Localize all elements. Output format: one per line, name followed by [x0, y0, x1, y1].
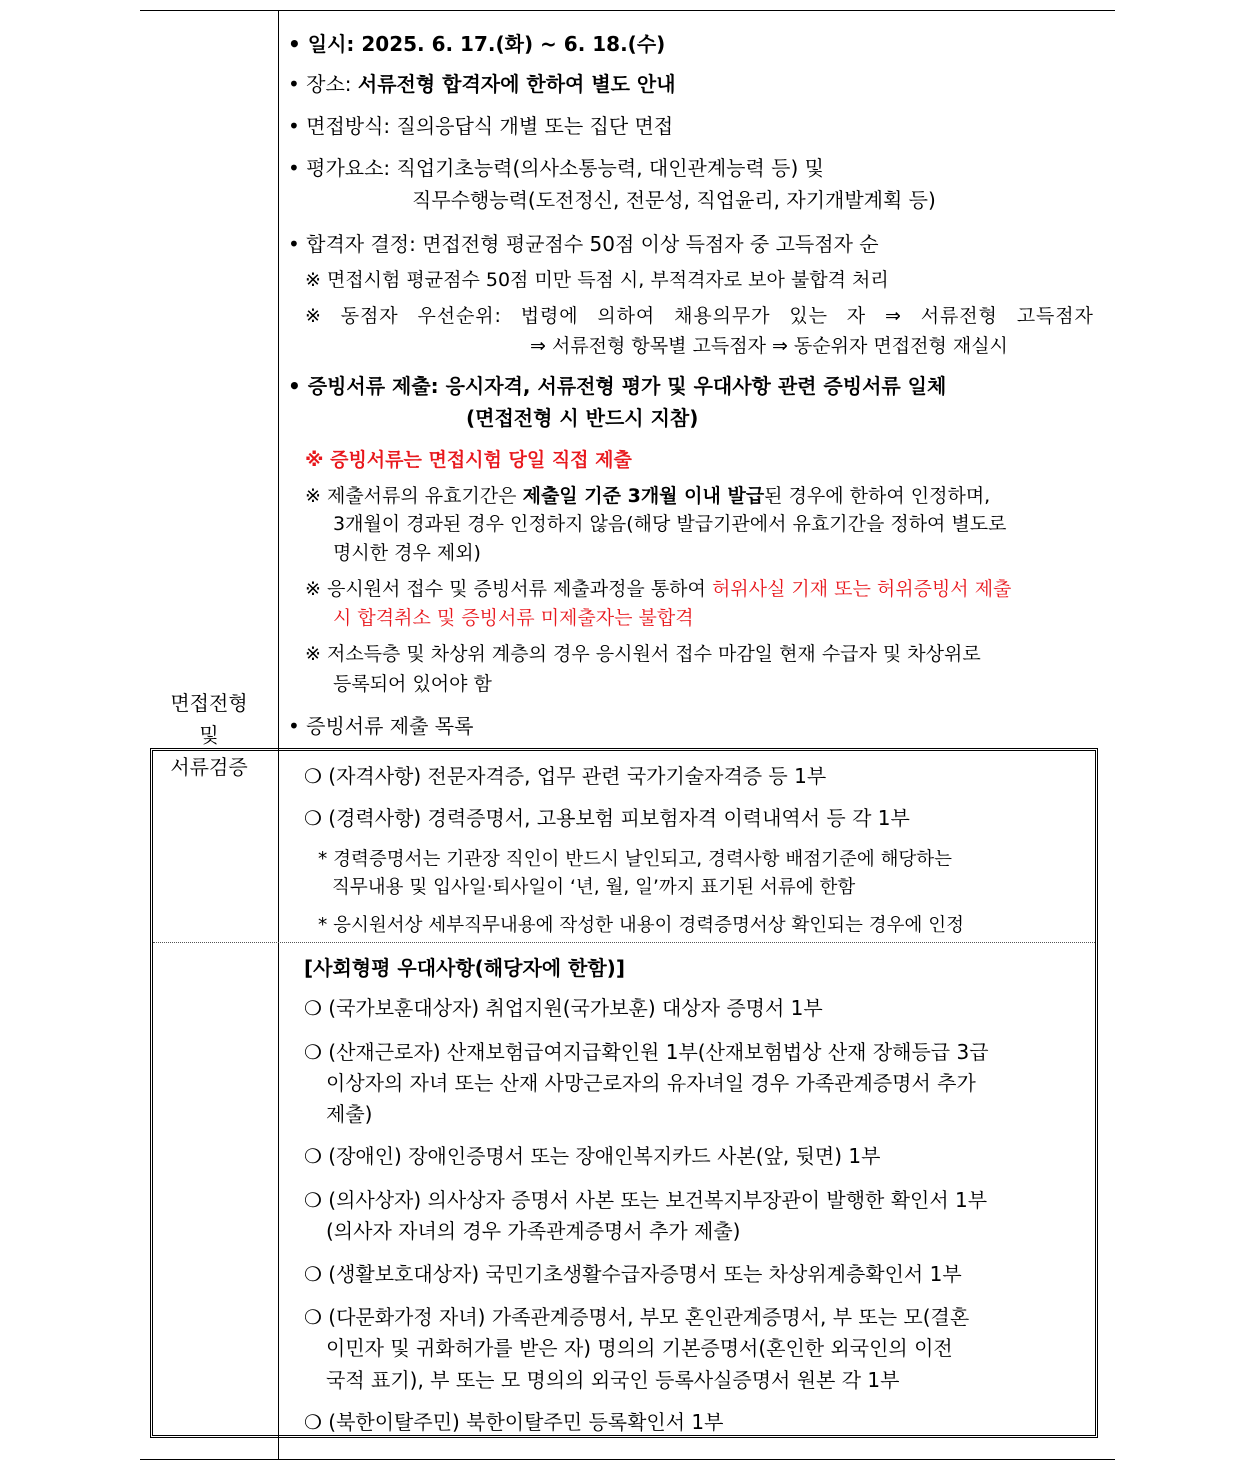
docs-industrial-line2: 이상자의 자녀 또는 산재 사망근로자의 유자녀일 경우 가족관계증명서 추가 [326, 1071, 976, 1095]
docs-false-line2: 시 합격취소 및 증빙서류 미제출자는 불합격 [333, 607, 694, 629]
docs-low-income-note: ※ 저소득층 및 차상위 계층의 경우 응시원서 접수 마감일 현재 수급자 및 차상위로 [305, 643, 981, 665]
place-item: • 장소: 서류전형 합격자에 한하여 별도 안내 [288, 72, 676, 96]
docs-multicultural-line2: 이민자 및 귀화허가를 받은 자) 명의의 기본증명서(혼인한 외국인의 이전 [326, 1336, 953, 1360]
preference-title: [사회형평 우대사항(해당자에 한함)] [304, 956, 625, 980]
docs-submission-line2: (면접전형 시 반드시 지참) [466, 406, 699, 430]
docs-validity-line2: 3개월이 경과된 경우 인정하지 않음(해당 발급기관에서 유효기간을 정하여 별도로 [333, 513, 1007, 535]
docs-veteran: ❍ (국가보훈대상자) 취업지원(국가보훈) 대상자 증명서 1부 [304, 996, 823, 1020]
docs-qualification: ❍ (자격사항) 전문자격증, 업무 관련 국가기술자격증 등 1부 [304, 764, 827, 788]
docs-low-income-line2: 등록되어 있어야 함 [333, 673, 492, 695]
decision-note-2-line2: ⇒ 서류전형 항목별 고득점자 ⇒ 동순위자 면접전형 재실시 [530, 335, 1008, 357]
decision-note-1: ※ 면접시험 평균점수 50점 미만 득점 시, 부적격자로 보아 불합격 처리 [305, 269, 889, 291]
evaluation-item: • 평가요소: 직업기초능력(의사소통능력, 대인관계능력 등) 및 [288, 156, 824, 180]
docs-validity-note: ※ 제출서류의 유효기간은 제출일 기준 3개월 이내 발급된 경우에 한하여 인정하며, [305, 485, 991, 507]
docs-righteous-line2: (의사자 자녀의 경우 가족관계증명서 추가 제출) [326, 1219, 741, 1243]
docs-validity-line3: 명시한 경우 제외) [333, 542, 481, 564]
docs-disabled: ❍ (장애인) 장애인증명서 또는 장애인복지카드 사본(앞, 뒷면) 1부 [304, 1144, 881, 1168]
docs-career: ❍ (경력사항) 경력증명서, 고용보험 피보험자격 이력내역서 등 각 1부 [304, 806, 910, 830]
docs-false-note: ※ 응시원서 접수 및 증빙서류 제출과정을 통하여 허위사실 기재 또는 허위증빙서 제출 [305, 578, 1012, 600]
docs-livelihood: ❍ (생활보호대상자) 국민기초생활수급자증명서 또는 차상위계층확인서 1부 [304, 1262, 962, 1286]
decision-note-2: ※ 동점자 우선순위: 법령에 의하여 채용의무가 있는 자 ⇒ 서류전형 고득점자 [305, 305, 1094, 327]
row-label: 면접전형 및 서류검증 [170, 691, 248, 779]
interview-method-item: • 면접방식: 질의응답식 개별 또는 집단 면접 [288, 114, 674, 138]
docs-career-note-2: * 응시원서상 세부직무내용에 작성한 내용이 경력증명서상 확인되는 경우에 인정 [318, 915, 965, 936]
decision-item: • 합격자 결정: 면접전형 평균점수 50점 이상 득점자 중 고득점자 순 [288, 232, 879, 256]
docs-righteous: ❍ (의사상자) 의사상자 증명서 사본 또는 보건복지부장관이 발행한 확인서 1부 [304, 1188, 988, 1212]
docs-industrial-line3: 제출) [326, 1102, 373, 1126]
docs-defector: ❍ (북한이탈주민) 북한이탈주민 등록확인서 1부 [304, 1410, 724, 1434]
docs-industrial: ❍ (산재근로자) 산재보험급여지급확인원 1부(산재보험법상 산재 장해등급 3급 [304, 1040, 989, 1064]
docs-list-title: • 증빙서류 제출 목록 [288, 714, 474, 738]
box-divider [153, 942, 1095, 943]
docs-multicultural-line3: 국적 표기), 부 또는 모 명의의 외국인 등록사실증명서 원본 각 1부 [326, 1368, 900, 1392]
docs-red-note: ※ 증빙서류는 면접시험 당일 직접 제출 [305, 449, 632, 471]
evaluation-line2: 직무수행능력(도전정신, 전문성, 직업윤리, 자기개발계획 등) [412, 188, 936, 212]
docs-multicultural: ❍ (다문화가정 자녀) 가족관계증명서, 부모 혼인관계증명서, 부 또는 모(결혼 [304, 1305, 970, 1329]
docs-submission-item: • 증빙서류 제출: 응시자격, 서류전형 평가 및 우대사항 관련 증빙서류 일체 [288, 374, 947, 398]
docs-career-note-1: * 경력증명서는 기관장 직인이 반드시 날인되고, 경력사항 배점기준에 해당하는 [318, 849, 953, 870]
docs-career-note-1-line2: 직무내용 및 입사일·퇴사일이 ‘년, 월, 일’까지 표기된 서류에 한함 [332, 877, 856, 898]
schedule-item: • 일시: 2025. 6. 17.(화) ~ 6. 18.(수) [288, 32, 666, 56]
